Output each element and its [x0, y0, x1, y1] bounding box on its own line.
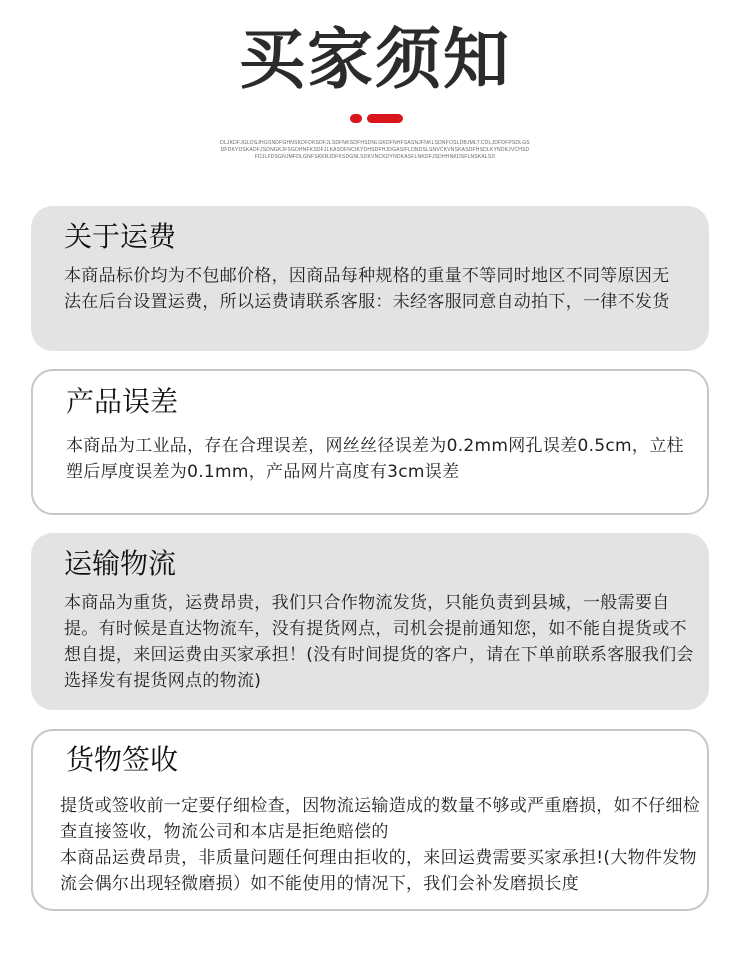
page-title: 买家须知: [239, 21, 511, 98]
receipt-card: [31, 729, 709, 911]
section-title: 关于运费: [64, 220, 177, 253]
shipping-fee-card: [31, 206, 709, 351]
section-text: 本商品标价均为不包邮价格，因商品每种规格的重量不等同时地区不同等原因无法在后台设置运费，所以运费请联系客服：未经客服同意自动拍下，一律不发货: [64, 266, 670, 312]
decoration-bar: [367, 114, 403, 123]
section-title: 货物签收: [66, 743, 179, 776]
section-text: 本商品为工业品，存在合理误差，网丝丝径误差为0.2mm网孔误差0.5cm，立柱塑后厚度误差为0.1mm，产品网片高度有3cm误差: [66, 436, 684, 482]
decorative-small-text: DLJKDFJGLDSJHGSNDFGHNSKDFDKSDFJLSDFNKSDFHSDNLGKDFNHFSASNJFNKLSDNFOSLDBJMLT.CDLJDFDFPSDLGSDFDKYDSKADFJSDNGKJFSGDHNFKSDFJLKASDFNCIKYDHSDFHJDGASIFLDNDSLSNVCKVNSKASDFHSDLKYNDKJVCHSDFDJLFDSGNJMFDLGNFSKKRJDFKSDGNLSDKVNCKDYNDKASFLNKDFJSDHHNKDSFLNSKALSD: [220, 140, 530, 160]
section-title: 运输物流: [64, 547, 177, 580]
section-title: 产品误差: [66, 385, 179, 418]
logistics-card: [31, 533, 709, 710]
product-tolerance-card: [31, 369, 709, 515]
section-text: 提货或签收前一定要仔细检查，因物流运输造成的数量不够或严重磨损，如不仔细检查直接签收，物流公司和本店是拒绝赔偿的 本商品运费昂贵，非质量问题任何理由拒收的，来回运费需要买家承担!(大物件发物流会偶尔出现轻微磨损）如不能使用的情况下，我们会补发磨损长度: [60, 796, 701, 894]
decoration-dot: [350, 114, 362, 123]
section-text: 本商品为重货，运费昂贵，我们只合作物流发货，只能负责到县城，一般需要自提。有时候是直达物流车，没有提货网点，司机会提前通知您，如不能自提货或不想自提，来回运费由买家承担！(没有时间提货的客户，请在下单前联系客服我们会选择发有提货网点的物流): [64, 593, 694, 691]
